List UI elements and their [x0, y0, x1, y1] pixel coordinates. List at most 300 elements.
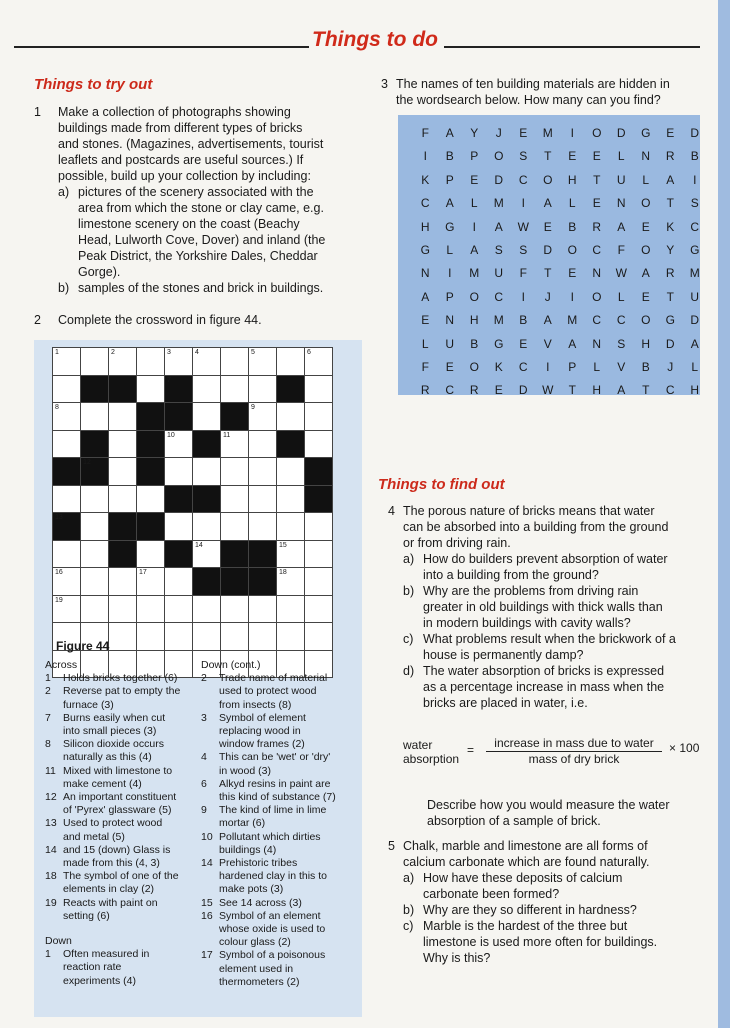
- crossword-cell[interactable]: [249, 596, 277, 624]
- wordsearch-letter[interactable]: O: [469, 289, 479, 304]
- crossword-cell[interactable]: [137, 596, 165, 624]
- text-line: The names of ten building materials are hidden in: [396, 77, 670, 91]
- crossword-cell[interactable]: [165, 348, 193, 376]
- wordsearch-letter[interactable]: U: [445, 336, 455, 351]
- text-line: buildings (4): [219, 843, 277, 856]
- part-letter: b): [58, 281, 70, 295]
- text-line: of 'Pyrex' glassware (5): [63, 804, 172, 817]
- wordsearch-letter[interactable]: D: [690, 126, 700, 140]
- crossword-row: [53, 376, 333, 404]
- crossword-cell[interactable]: [109, 486, 137, 514]
- crossword-cell[interactable]: [193, 596, 221, 624]
- wordsearch-letter[interactable]: P: [568, 360, 577, 374]
- clue-number: 7: [167, 376, 171, 384]
- crossword-block: [81, 431, 109, 459]
- wordsearch-letter[interactable]: S: [519, 149, 528, 164]
- crossword-cell[interactable]: [277, 458, 305, 486]
- crossword-cell[interactable]: [53, 568, 81, 596]
- wordsearch-letter[interactable]: I: [521, 289, 525, 304]
- part-letter: d): [403, 664, 415, 678]
- wordsearch-letter[interactable]: T: [666, 289, 674, 304]
- crossword-cell[interactable]: [193, 403, 221, 431]
- crossword-cell[interactable]: [137, 568, 165, 596]
- wordsearch-letter[interactable]: G: [641, 126, 651, 140]
- wordsearch-letter[interactable]: T: [642, 383, 650, 398]
- clue-number: 16: [55, 569, 63, 576]
- wordsearch-letter[interactable]: N: [445, 313, 455, 328]
- crossword-cell[interactable]: [193, 458, 221, 486]
- crossword-block: [137, 513, 165, 541]
- crossword-cell[interactable]: [137, 486, 165, 514]
- wordsearch-letter[interactable]: B: [470, 336, 479, 351]
- crossword-cell[interactable]: [53, 376, 81, 404]
- crossword-cell[interactable]: [81, 568, 109, 596]
- wordsearch-letter[interactable]: I: [546, 360, 550, 374]
- wordsearch-letter[interactable]: O: [641, 243, 651, 257]
- clue-number: 4: [195, 349, 199, 356]
- text-line: Often measured in: [63, 948, 150, 961]
- wordsearch-letter[interactable]: L: [642, 172, 650, 187]
- wordsearch-letter[interactable]: A: [641, 266, 650, 281]
- text-line: How do builders prevent absorption of water: [423, 552, 668, 566]
- wordsearch-letter[interactable]: E: [592, 196, 601, 211]
- wordsearch-letter[interactable]: I: [570, 289, 574, 304]
- wordsearch-letter[interactable]: A: [617, 383, 626, 398]
- text-line: into small pieces (3): [63, 725, 157, 738]
- clue-number: 13: [55, 514, 63, 521]
- wordsearch-letter[interactable]: M: [493, 313, 504, 328]
- wordsearch-letter[interactable]: R: [665, 149, 675, 164]
- wordsearch-letter[interactable]: N: [592, 266, 602, 281]
- wordsearch-letter[interactable]: G: [445, 219, 455, 234]
- crossword-cell[interactable]: [221, 376, 249, 404]
- wordsearch-letter[interactable]: C: [690, 219, 700, 234]
- crossword-cell[interactable]: [109, 458, 137, 486]
- wordsearch-letter[interactable]: E: [641, 219, 650, 234]
- wordsearch-letter[interactable]: I: [472, 219, 476, 234]
- clue-number: 8: [55, 404, 59, 411]
- crossword-block: [221, 568, 249, 596]
- part-letter: a): [403, 552, 415, 566]
- wordsearch-letter[interactable]: O: [469, 360, 479, 374]
- text-line: and 15 (down) Glass is: [63, 843, 171, 856]
- wordsearch-letter[interactable]: V: [543, 336, 552, 351]
- wordsearch-letter[interactable]: P: [445, 172, 454, 187]
- text-line: Make a collection of photographs showing: [58, 105, 291, 119]
- wordsearch-letter[interactable]: C: [494, 289, 504, 304]
- wordsearch-letter[interactable]: E: [568, 149, 577, 164]
- wordsearch-letter[interactable]: H: [690, 383, 700, 398]
- question-number: 4: [388, 504, 395, 518]
- wordsearch-letter[interactable]: M: [493, 196, 504, 211]
- crossword-cell[interactable]: [221, 486, 249, 514]
- wordsearch-letter[interactable]: F: [421, 126, 429, 140]
- text-line: replacing wood in: [219, 725, 301, 738]
- wordsearch-letter[interactable]: E: [568, 266, 577, 281]
- question-1: [34, 104, 364, 296]
- wordsearch-letter[interactable]: L: [421, 336, 429, 351]
- clue-number: 1: [45, 672, 51, 685]
- crossword-cell[interactable]: [249, 486, 277, 514]
- crossword-cell[interactable]: [137, 376, 165, 404]
- crossword-block: [109, 513, 137, 541]
- crossword-cell[interactable]: [81, 348, 109, 376]
- wordsearch-letter[interactable]: I: [570, 126, 574, 140]
- crossword-cell[interactable]: [221, 623, 249, 651]
- text-line: reaction rate: [63, 961, 122, 974]
- wordsearch-letter[interactable]: O: [494, 149, 504, 164]
- wordsearch-letter[interactable]: S: [519, 243, 528, 257]
- crossword-cell[interactable]: [81, 596, 109, 624]
- text-line: Symbol of a poisonous: [219, 949, 326, 962]
- wordsearch-letter[interactable]: D: [543, 243, 553, 257]
- wordsearch-letter[interactable]: T: [666, 196, 674, 211]
- crossword-cell[interactable]: [305, 623, 333, 651]
- crossword-cell[interactable]: [249, 431, 277, 459]
- crossword-cell[interactable]: [137, 541, 165, 569]
- wordsearch-letter[interactable]: W: [615, 266, 627, 281]
- clue-number: 3: [201, 711, 207, 724]
- down-cont-heading: Down (cont.): [201, 659, 261, 671]
- clue-number: 2: [111, 349, 115, 356]
- crossword-cell[interactable]: [137, 348, 165, 376]
- text-line: What problems result when the brickwork of a: [423, 632, 676, 646]
- wordsearch-row: [413, 173, 707, 187]
- clue: [201, 831, 359, 857]
- clue-number: 14: [45, 843, 57, 856]
- text-line: window frames (2): [219, 738, 305, 751]
- wordsearch-letter[interactable]: L: [691, 360, 699, 374]
- text-line: in wood (3): [219, 764, 271, 777]
- crossword-cell[interactable]: [277, 403, 305, 431]
- wordsearch-letter[interactable]: T: [568, 383, 576, 398]
- crossword-cell[interactable]: [305, 513, 333, 541]
- wordsearch-letter[interactable]: A: [445, 196, 454, 211]
- wordsearch-letter[interactable]: B: [690, 149, 699, 164]
- wordsearch-letter[interactable]: C: [592, 243, 602, 257]
- wordsearch-letter[interactable]: P: [445, 289, 454, 304]
- wordsearch-letter[interactable]: D: [690, 313, 700, 328]
- sub-question: [403, 918, 706, 966]
- crossword-cell[interactable]: [81, 486, 109, 514]
- wordsearch-letter[interactable]: K: [666, 219, 675, 234]
- text-line: hardened clay in this to: [219, 870, 327, 883]
- down-cont-clues: [201, 659, 359, 989]
- crossword-block: [277, 431, 305, 459]
- wordsearch-letter[interactable]: S: [494, 243, 503, 257]
- wordsearch-letter[interactable]: O: [567, 243, 577, 257]
- wordsearch-letter[interactable]: A: [617, 219, 626, 234]
- crossword-cell[interactable]: [165, 596, 193, 624]
- wordsearch-letter[interactable]: L: [617, 149, 625, 164]
- clue-number: 15: [279, 541, 287, 549]
- crossword-cell[interactable]: [193, 348, 221, 376]
- crossword-cell[interactable]: [221, 513, 249, 541]
- crossword-cell[interactable]: [305, 403, 333, 431]
- crossword-cell[interactable]: [277, 596, 305, 624]
- wordsearch-letter[interactable]: R: [592, 219, 602, 234]
- wordsearch-letter[interactable]: E: [543, 219, 552, 234]
- clue-number: 17: [201, 949, 213, 962]
- text-line: Burns easily when cut: [63, 711, 166, 724]
- wordsearch-letter[interactable]: G: [665, 313, 675, 328]
- wordsearch-letter[interactable]: L: [617, 289, 625, 304]
- wordsearch-letter[interactable]: L: [446, 243, 454, 257]
- wordsearch-letter[interactable]: C: [592, 313, 602, 328]
- wordsearch-letter[interactable]: T: [544, 266, 552, 281]
- wordsearch-letter[interactable]: R: [469, 383, 479, 398]
- wordsearch-letter[interactable]: J: [667, 360, 674, 374]
- wordsearch-letter[interactable]: A: [666, 172, 675, 187]
- crossword-cell[interactable]: [165, 458, 193, 486]
- wordsearch-letter[interactable]: H: [592, 383, 602, 398]
- crossword-cell[interactable]: [53, 486, 81, 514]
- wordsearch-letter[interactable]: A: [421, 289, 430, 304]
- wordsearch-letter[interactable]: E: [519, 336, 528, 351]
- wordsearch-letter[interactable]: N: [592, 336, 602, 351]
- crossword-cell[interactable]: [81, 513, 109, 541]
- wordsearch-letter[interactable]: N: [641, 149, 651, 164]
- crossword-cell[interactable]: [277, 513, 305, 541]
- crossword-cell[interactable]: [53, 348, 81, 376]
- wordsearch-letter[interactable]: A: [543, 196, 552, 211]
- crossword-block: [193, 568, 221, 596]
- wordsearch-letter[interactable]: H: [420, 219, 430, 234]
- crossword-cell[interactable]: [109, 568, 137, 596]
- wordsearch-letter[interactable]: I: [423, 149, 427, 164]
- clue-number: 8: [45, 738, 51, 751]
- wordsearch-letter[interactable]: Y: [666, 243, 675, 257]
- crossword-cell[interactable]: [277, 623, 305, 651]
- text-line: The kind of lime in lime: [219, 804, 327, 817]
- crossword-block: [53, 458, 81, 486]
- clue-number: 13: [45, 817, 57, 830]
- wordsearch-letter[interactable]: N: [420, 266, 430, 281]
- wordsearch-letter[interactable]: K: [494, 360, 503, 374]
- wordsearch-letter[interactable]: C: [420, 196, 430, 211]
- sub-question: [403, 870, 706, 902]
- crossword-cell[interactable]: [109, 431, 137, 459]
- crossword-cell[interactable]: [53, 541, 81, 569]
- crossword-cell[interactable]: [277, 486, 305, 514]
- wordsearch-letter[interactable]: M: [689, 266, 700, 281]
- wordsearch-letter[interactable]: A: [568, 336, 577, 351]
- crossword-cell[interactable]: [249, 623, 277, 651]
- crossword-cell[interactable]: [305, 431, 333, 459]
- crossword-cell[interactable]: [305, 596, 333, 624]
- wordsearch-letter[interactable]: B: [641, 360, 650, 374]
- wordsearch-letter[interactable]: B: [445, 149, 454, 164]
- clue-number: 3: [167, 349, 171, 356]
- wordsearch-letter[interactable]: O: [543, 172, 553, 187]
- wordsearch-letter[interactable]: N: [616, 196, 626, 211]
- crossword-cell[interactable]: [193, 541, 221, 569]
- wordsearch-letter[interactable]: B: [519, 313, 528, 328]
- wordsearch-letter[interactable]: E: [519, 126, 528, 140]
- wordsearch-letter[interactable]: H: [469, 313, 479, 328]
- wordsearch-letter[interactable]: U: [616, 172, 626, 187]
- wordsearch-letter[interactable]: V: [617, 360, 626, 374]
- formula-multiplier: × 100: [669, 741, 700, 755]
- crossword-cell[interactable]: [249, 403, 277, 431]
- clue-number: 2: [201, 672, 207, 685]
- crossword-cell[interactable]: [109, 596, 137, 624]
- wordsearch-row: [413, 290, 707, 304]
- clue: [201, 910, 359, 950]
- crossword-cell[interactable]: [221, 348, 249, 376]
- text-line: can be absorbed into a building from the ground: [403, 520, 669, 534]
- crossword-cell[interactable]: [277, 568, 305, 596]
- wordsearch-letter[interactable]: W: [542, 383, 554, 398]
- crossword-block: [277, 376, 305, 404]
- wordsearch-letter[interactable]: D: [518, 383, 528, 398]
- wordsearch-letter[interactable]: G: [420, 243, 430, 257]
- crossword-cell[interactable]: [193, 376, 221, 404]
- wordsearch-letter[interactable]: C: [518, 360, 528, 374]
- wordsearch-letter[interactable]: E: [592, 149, 601, 164]
- crossword-cell[interactable]: [277, 348, 305, 376]
- wordsearch-letter[interactable]: Y: [470, 126, 479, 140]
- crossword-cell[interactable]: [53, 403, 81, 431]
- wordsearch-letter[interactable]: E: [666, 126, 675, 140]
- crossword-cell[interactable]: [165, 431, 193, 459]
- wordsearch-letter[interactable]: F: [617, 243, 625, 257]
- crossword-block: [109, 376, 137, 404]
- wordsearch-letter[interactable]: L: [593, 360, 601, 374]
- wordsearch-letter[interactable]: A: [445, 126, 454, 140]
- crossword-cell[interactable]: [81, 403, 109, 431]
- sub-question: [403, 902, 706, 918]
- crossword-cell[interactable]: [277, 541, 305, 569]
- wordsearch-letter[interactable]: E: [445, 360, 454, 374]
- text-line: setting (6): [63, 909, 110, 922]
- wordsearch-letter[interactable]: E: [421, 313, 430, 328]
- wordsearch-letter[interactable]: I: [521, 196, 525, 211]
- question-3: [381, 76, 711, 108]
- wordsearch-letter[interactable]: S: [617, 336, 626, 351]
- wordsearch-letter[interactable]: L: [470, 196, 478, 211]
- crossword-cell[interactable]: [165, 513, 193, 541]
- wordsearch-letter[interactable]: L: [568, 196, 576, 211]
- crossword-cell[interactable]: [109, 623, 137, 651]
- crossword-cell[interactable]: [249, 376, 277, 404]
- question-1-part-a: [58, 184, 364, 280]
- wordsearch-letter[interactable]: U: [494, 266, 504, 281]
- crossword-cell[interactable]: [53, 596, 81, 624]
- formula-numerator: increase in mass due to water: [486, 736, 662, 752]
- wordsearch-letter[interactable]: G: [690, 243, 700, 257]
- page-header: [14, 28, 700, 52]
- crossword-cell[interactable]: [137, 623, 165, 651]
- wordsearch-letter[interactable]: A: [470, 243, 479, 257]
- wordsearch-letter[interactable]: M: [469, 266, 480, 281]
- wordsearch-letter[interactable]: I: [448, 266, 452, 281]
- wordsearch-letter[interactable]: M: [542, 126, 553, 140]
- crossword-cell[interactable]: [53, 431, 81, 459]
- wordsearch-letter[interactable]: T: [544, 149, 552, 164]
- crossword-cell[interactable]: [249, 513, 277, 541]
- clue-number: 7: [45, 711, 51, 724]
- crossword-cell[interactable]: [165, 568, 193, 596]
- wordsearch-letter[interactable]: C: [518, 172, 528, 187]
- question-number: 2: [34, 313, 41, 327]
- crossword-cell[interactable]: [193, 513, 221, 541]
- wordsearch-letter[interactable]: M: [567, 313, 578, 328]
- crossword-cell[interactable]: [109, 403, 137, 431]
- wordsearch-letter[interactable]: O: [641, 313, 651, 328]
- crossword-cell[interactable]: [165, 623, 193, 651]
- text-line: experiments (4): [63, 974, 136, 987]
- wordsearch-letter[interactable]: J: [544, 289, 551, 304]
- crossword-cell[interactable]: [249, 458, 277, 486]
- wordsearch-letter[interactable]: B: [568, 219, 577, 234]
- crossword-cell[interactable]: [305, 568, 333, 596]
- crossword-cell[interactable]: [109, 348, 137, 376]
- clue: [201, 804, 359, 830]
- wordsearch-letter[interactable]: H: [567, 172, 577, 187]
- wordsearch-letter[interactable]: O: [592, 289, 602, 304]
- wordsearch-letter[interactable]: R: [420, 383, 430, 398]
- wordsearch-letter[interactable]: O: [641, 196, 651, 211]
- text-line: Pollutant which dirties: [219, 830, 321, 843]
- wordsearch-letter[interactable]: E: [641, 289, 650, 304]
- wordsearch-letter[interactable]: C: [616, 313, 626, 328]
- wordsearch-letter[interactable]: O: [592, 126, 602, 140]
- wordsearch-letter[interactable]: S: [690, 196, 699, 211]
- clue: [45, 738, 195, 764]
- crossword-cell[interactable]: [221, 596, 249, 624]
- crossword-cell[interactable]: [221, 431, 249, 459]
- wordsearch-letter[interactable]: E: [494, 383, 503, 398]
- wordsearch-letter[interactable]: E: [470, 172, 479, 187]
- wordsearch-letter[interactable]: G: [494, 336, 504, 351]
- wordsearch-letter[interactable]: D: [665, 336, 675, 351]
- wordsearch-letter[interactable]: D: [494, 172, 504, 187]
- crossword-block: [137, 458, 165, 486]
- text-line: Silicon dioxide occurs: [63, 738, 164, 751]
- crossword-cell[interactable]: [221, 458, 249, 486]
- wordsearch-letter[interactable]: P: [470, 149, 479, 164]
- wordsearch-letter[interactable]: U: [690, 289, 700, 304]
- wordsearch-letter[interactable]: A: [494, 219, 503, 234]
- wordsearch-letter[interactable]: K: [421, 172, 430, 187]
- wordsearch-letter[interactable]: A: [690, 336, 699, 351]
- wordsearch-letter[interactable]: F: [519, 266, 527, 281]
- text-line: Prehistoric tribes: [219, 857, 298, 870]
- wordsearch-letter[interactable]: A: [543, 313, 552, 328]
- wordsearch-letter[interactable]: C: [445, 383, 455, 398]
- crossword-row: [53, 403, 333, 431]
- wordsearch-letter[interactable]: D: [616, 126, 626, 140]
- crossword-cell[interactable]: [305, 541, 333, 569]
- crossword-cell[interactable]: [249, 348, 277, 376]
- crossword-cell[interactable]: [305, 376, 333, 404]
- wordsearch-letter[interactable]: C: [665, 383, 675, 398]
- part-letter: a): [58, 185, 70, 199]
- text-line: bricks are placed in water, i.e.: [423, 696, 588, 710]
- wordsearch-letter[interactable]: H: [641, 336, 651, 351]
- wordsearch-letter[interactable]: I: [693, 172, 697, 187]
- wordsearch-letter[interactable]: J: [495, 126, 502, 140]
- wordsearch-letter[interactable]: W: [517, 219, 529, 234]
- crossword-cell[interactable]: [305, 348, 333, 376]
- wordsearch-letter[interactable]: T: [593, 172, 601, 187]
- wordsearch-letter[interactable]: R: [665, 266, 675, 281]
- crossword-cell[interactable]: [81, 541, 109, 569]
- question-2: [34, 312, 364, 328]
- crossword-cell[interactable]: [193, 623, 221, 651]
- wordsearch-letter[interactable]: F: [421, 360, 429, 374]
